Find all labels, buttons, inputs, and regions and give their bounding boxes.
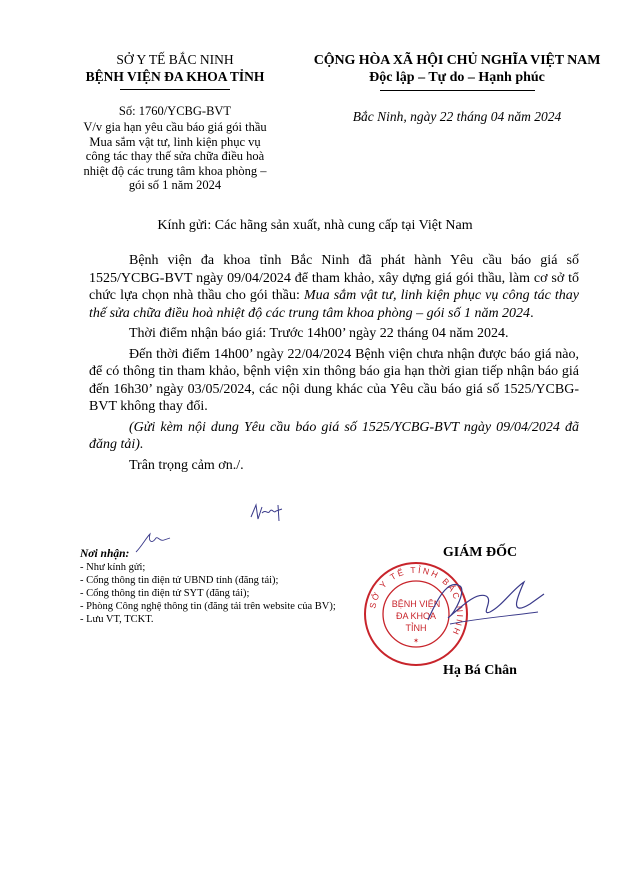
body-paragraph-1 bbox=[89, 252, 579, 322]
subject-line: nhiệt độ các trung tâm khoa phòng – bbox=[83, 163, 267, 178]
document-subject bbox=[60, 120, 290, 193]
svg-text:BỆNH VIỆN: BỆNH VIỆN bbox=[391, 599, 441, 609]
svg-text:ĐA KHOA: ĐA KHOA bbox=[395, 611, 437, 621]
national-header bbox=[298, 52, 616, 125]
paragraph-1-text: Bệnh viện đa khoa tỉnh Bắc Ninh đã phát hành Yêu cầu báo giá số 1525/YCBG-BVT ngày 09/04/2024 để tham khảo, xây dựng giá gói thầu, làm cơ sở tổ chức lựa chọn nhà thầu cho gói thầu: bbox=[89, 253, 579, 303]
motto-underline bbox=[380, 90, 535, 91]
recipient-item: - Cổng thông tin điện tử UBND tỉnh (đăng tải); bbox=[80, 575, 279, 586]
letter-body bbox=[89, 252, 579, 474]
subject-line: V/v gia hạn yêu cầu báo giá gói thầu bbox=[83, 120, 267, 134]
place-and-date: Bắc Ninh, ngày 22 tháng 04 năm 2024 bbox=[352, 109, 562, 124]
recipients-heading: Nơi nhận: bbox=[80, 548, 130, 560]
recipient-item: - Phòng Công nghệ thông tin (đăng tải trên website của BV); bbox=[80, 601, 336, 612]
recipients-list bbox=[80, 548, 380, 626]
svg-text:✶: ✶ bbox=[413, 637, 419, 645]
recipient-item: - Như kính gửi; bbox=[80, 562, 146, 573]
paragraph-1-end: . bbox=[530, 305, 534, 321]
national-motto: Độc lập – Tự do – Hạnh phúc bbox=[369, 70, 545, 85]
organization-underline bbox=[120, 89, 230, 90]
director-signature bbox=[420, 572, 550, 632]
national-title: CỘNG HÒA XÃ HỘI CHỦ NGHĨA VIỆT NAM bbox=[313, 53, 601, 68]
document-number: Số: 1760/YCBG-BVT bbox=[118, 104, 232, 118]
svg-text:TỈNH: TỈNH bbox=[405, 623, 427, 633]
subject-line: Mua sắm vật tư, linh kiện phục vụ bbox=[89, 134, 261, 149]
parent-organization: SỞ Y TẾ BẮC NINH bbox=[116, 52, 234, 67]
svg-text:SỞ Y TẾ TỈNH BẮC NINH: SỞ Y TẾ TỈNH BẮC NINH bbox=[367, 564, 466, 639]
signatory-title: GIÁM ĐỐC bbox=[442, 545, 518, 560]
closing-thanks: Trân trọng cảm ơn./. bbox=[129, 457, 244, 473]
organization-name: BỆNH VIỆN ĐA KHOA TỈNH bbox=[85, 69, 265, 84]
subject-line: gói số 1 năm 2024 bbox=[128, 178, 222, 192]
signatory-name: Hạ Bá Chân bbox=[443, 663, 517, 678]
initials-signature bbox=[248, 499, 288, 525]
body-paragraph-2: Thời điểm nhận báo giá: Trước 14h00’ ngày 22 tháng 04 năm 2024. bbox=[129, 326, 509, 341]
body-paragraph-4: (Gửi kèm nội dung Yêu cầu báo giá số 1525/YCBG-BVT ngày 09/04/2024 đã đăng tải). bbox=[89, 419, 579, 452]
body-paragraph-3: Đến thời điểm 14h00’ ngày 22/04/2024 Bệnh viện chưa nhận được báo giá nào, để có thông tin tham khảo, bệnh viện xin thông báo gia hạn thời gian tiếp nhận báo giá đến 16h30’ ngày 03/05/2024, các nội dung khác của Yêu cầu báo giá số 1525/YCBG-BVT không thay đổi. bbox=[89, 346, 579, 414]
subject-line: công tác thay thế sửa chữa điều hoà bbox=[85, 149, 265, 163]
salutation: Kính gửi: Các hãng sản xuất, nhà cung cấp tại Việt Nam bbox=[157, 218, 473, 233]
recipient-item: - Cổng thông tin điện tử SYT (đăng tải); bbox=[80, 588, 250, 599]
recipient-item: - Lưu VT, TCKT. bbox=[80, 614, 154, 625]
issuer-block bbox=[60, 52, 290, 193]
package-name: Mua sắm vật tư, linh kiện phục vụ công tác thay thế sửa chữa điều hoà nhiệt độ các trung tâm khoa phòng – gói số 1 năm 2024 bbox=[89, 288, 580, 321]
